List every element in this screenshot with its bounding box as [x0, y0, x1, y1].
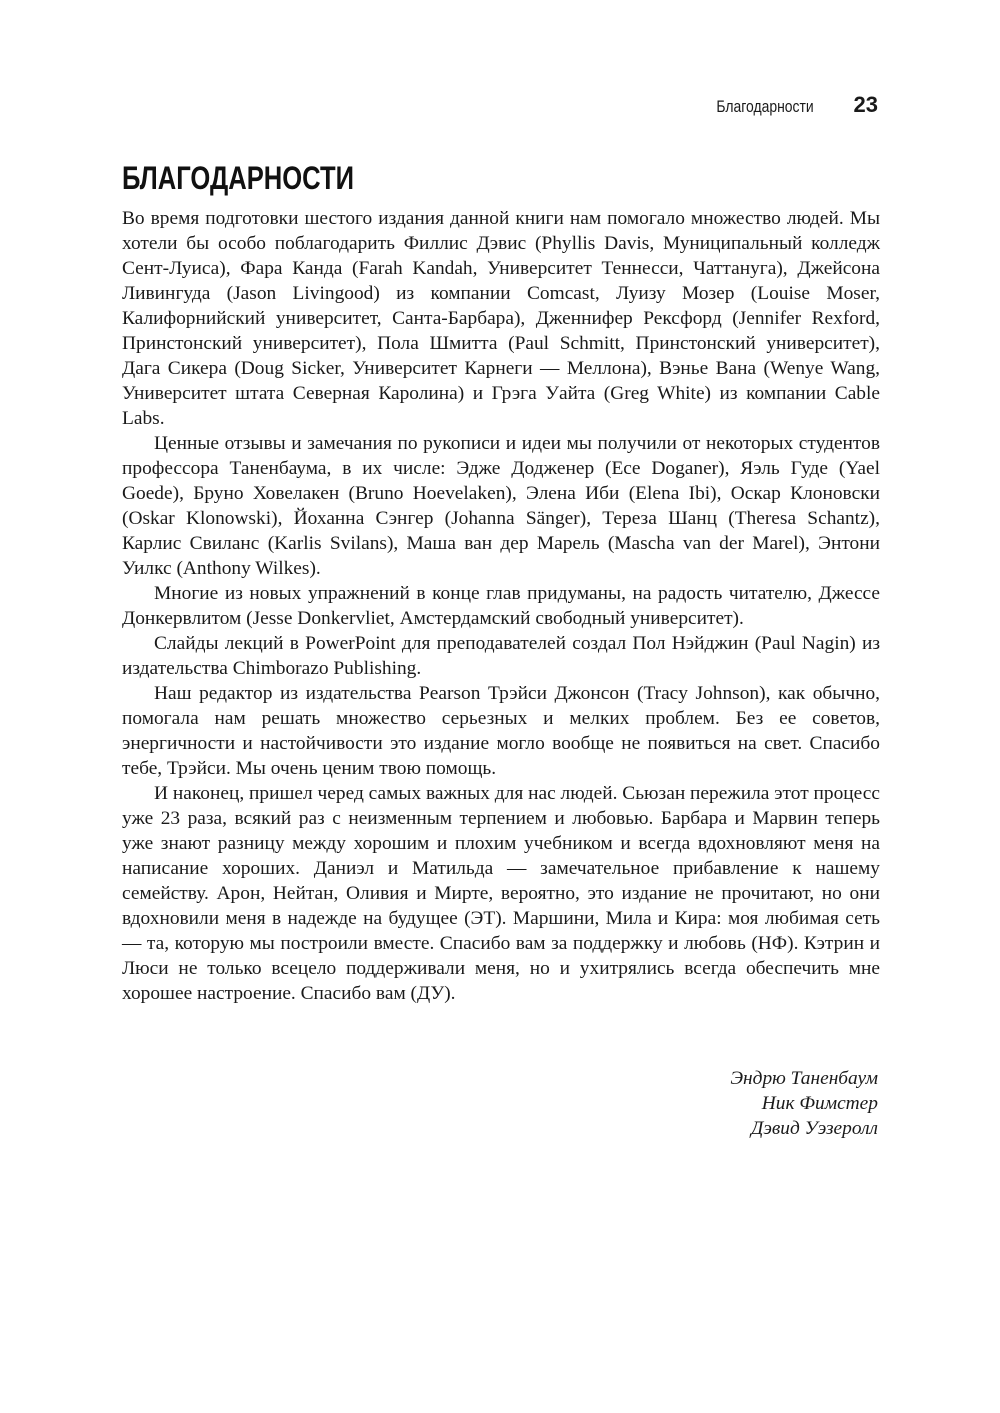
paragraph: И наконец, пришел черед самых важных для нас людей. Сьюзан пережила этот процесс уже 23 раза, всякий раз с неизменным терпением и любовью. Барбара и Марвин теперь уже знают разницу между хорошим и плохим учебником и всегда вдохновляют меня на написание хороших. Даниэл и Матильда — замечательное прибавление к нашему семейству. Арон, Нейтан, Оливия и Мирте, вероятно, это издание не прочитают, но они вдохновили меня в надежде на будущее (ЭТ). Маршини, Мила и Кира: моя любимая сеть — та, которую мы построили вместе. Спасибо вам за поддержку и любовь (НФ). Кэтрин и Люси не только всецело поддерживали меня, но и ухитрялись всегда обеспечить мне хорошее настроение. Спасибо вам (ДУ).	[122, 783, 880, 1004]
paragraph: Ценные отзывы и замечания по рукописи и идеи мы получили от некоторых студентов профессора Таненбаума, в их числе: Эдже Доджeнер (Ece Doganer), Яэль Гуде (Yael Goede), Бруно Ховелакен (Bruno Hoevelaken), Элена Иби (Elena Ibi), Оскар Клоновски (Oskar Klonowski), Йоханна Сэнгер (Johanna Sänger), Тереза Шанц (Theresa Schantz), Карлис Свиланс (Karlis Svilans), Маша ван дер Марель (Mascha van der Marel), Энтони Уилкс (Anthony Wilkes).	[122, 433, 880, 579]
body-text	[122, 206, 880, 1006]
section-title: БЛАГОДАРНОСТИ	[122, 160, 355, 196]
page-number: 23	[853, 92, 878, 117]
paragraph: Слайды лекций в PowerPoint для преподавателей создал Пол Нэйджин (Paul Nagin) из издательства Chimborazo Publishing.	[122, 633, 880, 679]
signature-author: Ник Фимстер	[761, 1093, 878, 1114]
paragraph: Наш редактор из издательства Pearson Трэйси Джонсон (Tracy Johnson), как обычно, помогала нам решать множество серьезных и мелких проблем. Без ее советов, энергичности и настойчивости это издание могло вообще не появиться на свет. Спасибо тебе, Трэйси. Мы очень ценим твою помощь.	[122, 683, 880, 779]
signature-author: Дэвид Уэзеролл	[751, 1118, 878, 1139]
running-head	[695, 92, 878, 118]
author-signatures	[730, 1066, 878, 1141]
running-head-title: Благодарности	[716, 97, 814, 116]
paragraph: Во время подготовки шестого издания данной книги нам помогало множество людей. Мы хотели бы особо поблагодарить Филлис Дэвис (Phyllis Davis, Муниципальный колледж Сент-Луиса), Фара Канда (Farah Kandah, Университет Теннесси, Чаттануга), Джейсона Ливингуда (Jason Livingood) из компании Comcast, Луизу Мозер (Louise Moser, Калифорнийский университет, Санта-Барбара), Дженнифер Рексфорд (Jennifer Rexford, Принстонский университет), Пола Шмитта (Paul Schmitt, Принстонский университет), Дага Сикера (Doug Sicker, Университет Карнеги — Меллона), Вэнье Вана (Wenye Wang, Университет штата Северная Каролина) и Грэга Уайта (Greg White) из компании Cable Labs.	[122, 208, 880, 429]
paragraph: Многие из новых упражнений в конце глав придуманы, на радость читателю, Джессе Донкервлитом (Jesse Donkervliet, Амстердамский свободный университет).	[122, 583, 880, 629]
signature-author: Эндрю Таненбаум	[730, 1068, 878, 1089]
